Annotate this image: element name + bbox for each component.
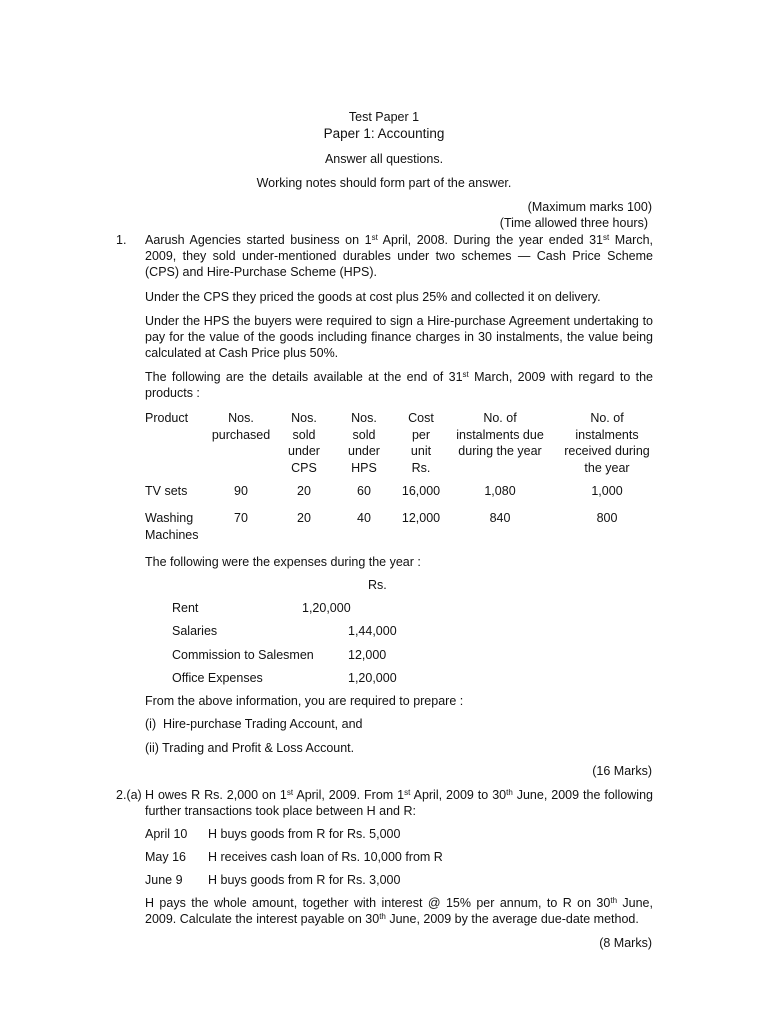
table-header-instalments-received: No. of instalments received during the year	[564, 411, 650, 475]
question-1-paragraph-2: Under the CPS they priced the goods at cost plus 25% and collected it on delivery.	[145, 290, 601, 304]
time-allowed: (Time allowed three hours)	[499, 216, 648, 230]
table-cell: 70	[234, 511, 248, 525]
question-2a-paragraph-1: H owes R Rs. 2,000 on 1st April, 2009. From 1st April, 2009 to 30th June, 2009 the following further transactions took place between H and R:	[145, 788, 653, 818]
expense-label: Salaries	[172, 624, 218, 638]
table-cell: 1,080	[484, 484, 516, 498]
question-1-paragraph-1: Aarush Agencies started business on 1st April, 2008. During the year ended 31st March, 2009, they sold under-mentioned durables under two schemes — Cash Price Scheme (CPS) and Hire-Purchase Scheme (HPS).	[145, 233, 653, 279]
paper-title: Paper 1: Accounting	[323, 126, 445, 141]
table-header-product: Product	[145, 411, 189, 425]
prepare-item-1: (i) Hire-purchase Trading Account, and	[145, 717, 363, 731]
table-header-sold-hps: Nos. sold under HPS	[348, 411, 380, 475]
table-cell: 16,000	[401, 484, 441, 498]
table-header-nos-purchased: Nos. purchased	[211, 411, 271, 442]
expense-label: Office Expenses	[172, 671, 263, 685]
prepare-intro: From the above information, you are required to prepare :	[145, 694, 464, 708]
transaction-description: H buys goods from R for Rs. 3,000	[208, 873, 401, 887]
question-2a-paragraph-2: H pays the whole amount, together with interest @ 15% per annum, to R on 30th June, 2009. Calculate the interest payable on 30th June, 2009 by the average due-date method.	[145, 896, 653, 926]
instruction-answer-all: Answer all questions.	[324, 152, 444, 166]
table-cell: 800	[596, 511, 618, 525]
table-cell: 840	[489, 511, 511, 525]
table-cell: 20	[297, 484, 311, 498]
expense-label: Rent	[172, 601, 199, 615]
transaction-date: May 16	[145, 850, 186, 864]
question-1-number: 1.	[116, 233, 127, 247]
question-2a-number: 2.(a)	[116, 788, 142, 802]
expenses-intro: The following were the expenses during the year :	[145, 555, 421, 569]
question-1-paragraph-4: The following are the details available at the end of 31st March, 2009 with regard to the products :	[145, 370, 654, 400]
table-header-sold-cps: Nos. sold under CPS	[288, 411, 320, 475]
table-cell: 60	[357, 484, 371, 498]
expenses-rs-header: Rs.	[368, 578, 387, 592]
table-cell: 90	[234, 484, 248, 498]
expense-label: Commission to Salesmen	[172, 648, 314, 662]
question-1-marks: (16 Marks)	[592, 764, 652, 778]
table-cell: 40	[357, 511, 371, 525]
transaction-description: H buys goods from R for Rs. 5,000	[208, 827, 401, 841]
table-cell-product: TV sets	[145, 484, 188, 498]
table-cell: 12,000	[401, 511, 441, 525]
table-header-cost-per-unit: Cost per unit Rs.	[408, 411, 434, 475]
maximum-marks: (Maximum marks 100)	[527, 200, 652, 214]
expense-amount: 12,000	[348, 648, 387, 662]
table-cell: 1,000	[591, 484, 623, 498]
transaction-description: H receives cash loan of Rs. 10,000 from R	[208, 850, 443, 864]
question-2a-marks: (8 Marks)	[599, 936, 652, 950]
transaction-date: April 10	[145, 827, 188, 841]
transaction-date: June 9	[145, 873, 183, 887]
expense-amount: 1,20,000	[348, 671, 397, 685]
expense-amount: 1,44,000	[348, 624, 397, 638]
table-cell: 20	[297, 511, 311, 525]
table-cell-product: Washing Machines	[145, 511, 199, 542]
prepare-item-2: (ii) Trading and Profit & Loss Account.	[145, 741, 355, 755]
test-paper-label: Test Paper 1	[348, 110, 420, 124]
expense-amount: 1,20,000	[302, 601, 351, 615]
question-1-paragraph-3: Under the HPS the buyers were required to sign a Hire-purchase Agreement undertaking to pay for the value of the goods including finance charges in 30 instalments, the value being calculated at Cash Price plus 50%.	[145, 314, 653, 360]
instruction-working-notes: Working notes should form part of the answer.	[256, 176, 512, 190]
table-header-instalments-due: No. of instalments due during the year	[456, 411, 544, 458]
